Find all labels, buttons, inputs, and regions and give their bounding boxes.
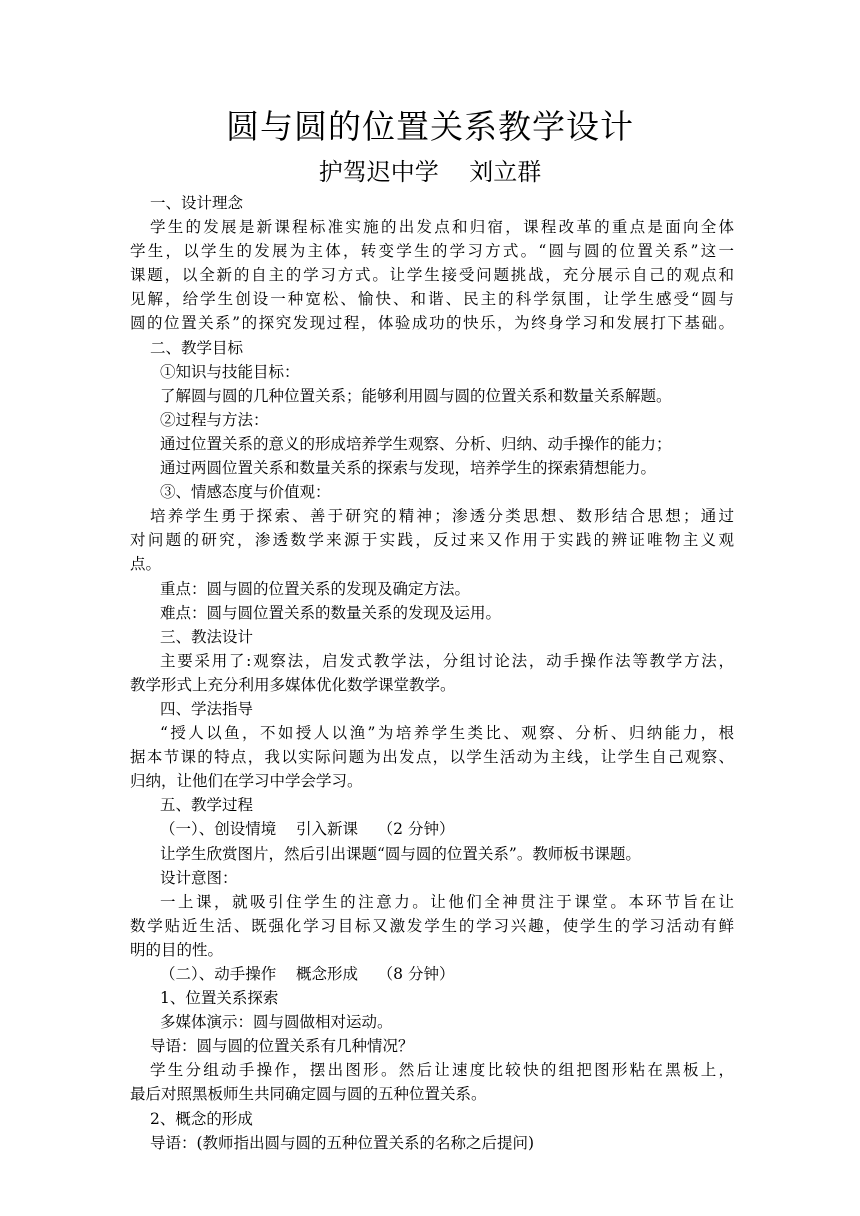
- paragraph-line: ③、情感态度与价值观：: [160, 483, 331, 502]
- paragraph-line: 培养学生勇于探索、善于研究的精神；渗透分类思想、数形结合思想；通过: [150, 507, 734, 526]
- paragraph-line: 据本节课的特点，我以实际问题为出发点，以学生活动为主线，让学生自己观察、: [130, 748, 734, 767]
- paragraph-line: 圆的位置关系”的探究发现过程，体验成功的快乐，为终身学习和发展打下基础。: [130, 314, 734, 333]
- paragraph-line: 三、教法设计: [160, 627, 254, 646]
- paragraph-line: 四、学法指导: [160, 699, 254, 718]
- paragraph-line: “授人以鱼，不如授人以渔”为培养学生类比、观察、分析、归纳能力，根: [160, 724, 734, 743]
- paragraph-line: 归纳，让他们在学习中学会学习。: [130, 772, 363, 791]
- paragraph-line: 导语：(教师指出圆与圆的五种位置关系的名称之后提问): [150, 1133, 535, 1152]
- paragraph-line: 一上课，就吸引住学生的注意力。让他们全神贯注于课堂。本环节旨在让: [160, 892, 734, 911]
- paragraph-line: 主要采用了:观察法，启发式教学法，分组讨论法，动手操作法等教学方法，: [160, 651, 734, 670]
- document-subtitle: 护驾迟中学 刘立群: [318, 158, 542, 186]
- paragraph-line: 教学形式上充分利用多媒体优化数学课堂教学。: [130, 675, 456, 694]
- paragraph-line: 让学生欣赏图片，然后引出课题“圆与圆的位置关系”。教师板书课题。: [160, 844, 641, 863]
- paragraph-line: 见解，给学生创设一种宽松、愉快、和谐、民主的科学氛围，让学生感受“圆与: [130, 290, 734, 309]
- paragraph-line: （一）、创设情境 引入新课 （2 分钟）: [160, 820, 455, 839]
- paragraph-line: （二）、动手操作 概念形成 （8 分钟）: [160, 965, 455, 983]
- paragraph-line: 导语：圆与圆的位置关系有几种情况？: [150, 1037, 414, 1056]
- paragraph-line: 学生，以学生的发展为主体，转变学生的学习方式。“圆与圆的位置关系”这一: [130, 242, 734, 261]
- paragraph-line: 课题，以全新的自主的学习方式。让学生接受问题挑战，充分展示自己的观点和: [130, 266, 734, 285]
- paragraph-line: 最后对照黑板师生共同确定圆与圆的五种位置关系。: [130, 1085, 487, 1104]
- paragraph-line: 明的目的性。: [130, 940, 224, 959]
- paragraph-line: 通过位置关系的意义的形成培养学生观察、分析、归纳、动手操作的能力；: [160, 434, 672, 453]
- paragraph-line: 2、概念的形成: [150, 1109, 253, 1128]
- paragraph-line: 五、教学过程: [160, 796, 254, 815]
- paragraph-line: 了解圆与圆的几种位置关系；能够利用圆与圆的位置关系和数量关系解题。: [160, 386, 672, 405]
- paragraph-line: ②过程与方法：: [160, 410, 269, 429]
- paragraph-line: 二、教学目标: [150, 338, 244, 357]
- paragraph-line: 数学贴近生活、既强化学习目标又激发学生的学习兴趣，使学生的学习活动有鲜: [130, 916, 734, 935]
- paragraph-line: 点。: [130, 555, 162, 574]
- paragraph-line: 对问题的研究，渗透数学来源于实践，反过来又作用于实践的辨证唯物主义观: [130, 531, 734, 550]
- paragraph-line: 通过两圆位置关系和数量关系的探索与发现，培养学生的探索猜想能力。: [160, 459, 657, 478]
- paragraph-line: 重点：圆与圆的位置关系的发现及确定方法。: [160, 579, 471, 598]
- paragraph-line: 学生的发展是新课程标准实施的出发点和归宿，课程改革的重点是面向全体: [150, 218, 734, 237]
- paragraph-line: 多媒体演示：圆与圆做相对运动。: [160, 1013, 393, 1032]
- paragraph-line: 设计意图：: [160, 868, 238, 887]
- document-body: [130, 191, 734, 1155]
- paragraph-line: 一、设计理念: [150, 194, 244, 212]
- document-title: 圆与圆的位置关系教学设计: [226, 107, 634, 146]
- paragraph-line: ①知识与技能目标：: [160, 362, 300, 381]
- paragraph-line: 1、位置关系探索: [160, 989, 279, 1008]
- paragraph-line: 学生分组动手操作，摆出图形。然后让速度比较快的组把图形粘在黑板上，: [150, 1061, 734, 1080]
- paragraph-line: 难点：圆与圆位置关系的数量关系的发现及运用。: [160, 603, 502, 622]
